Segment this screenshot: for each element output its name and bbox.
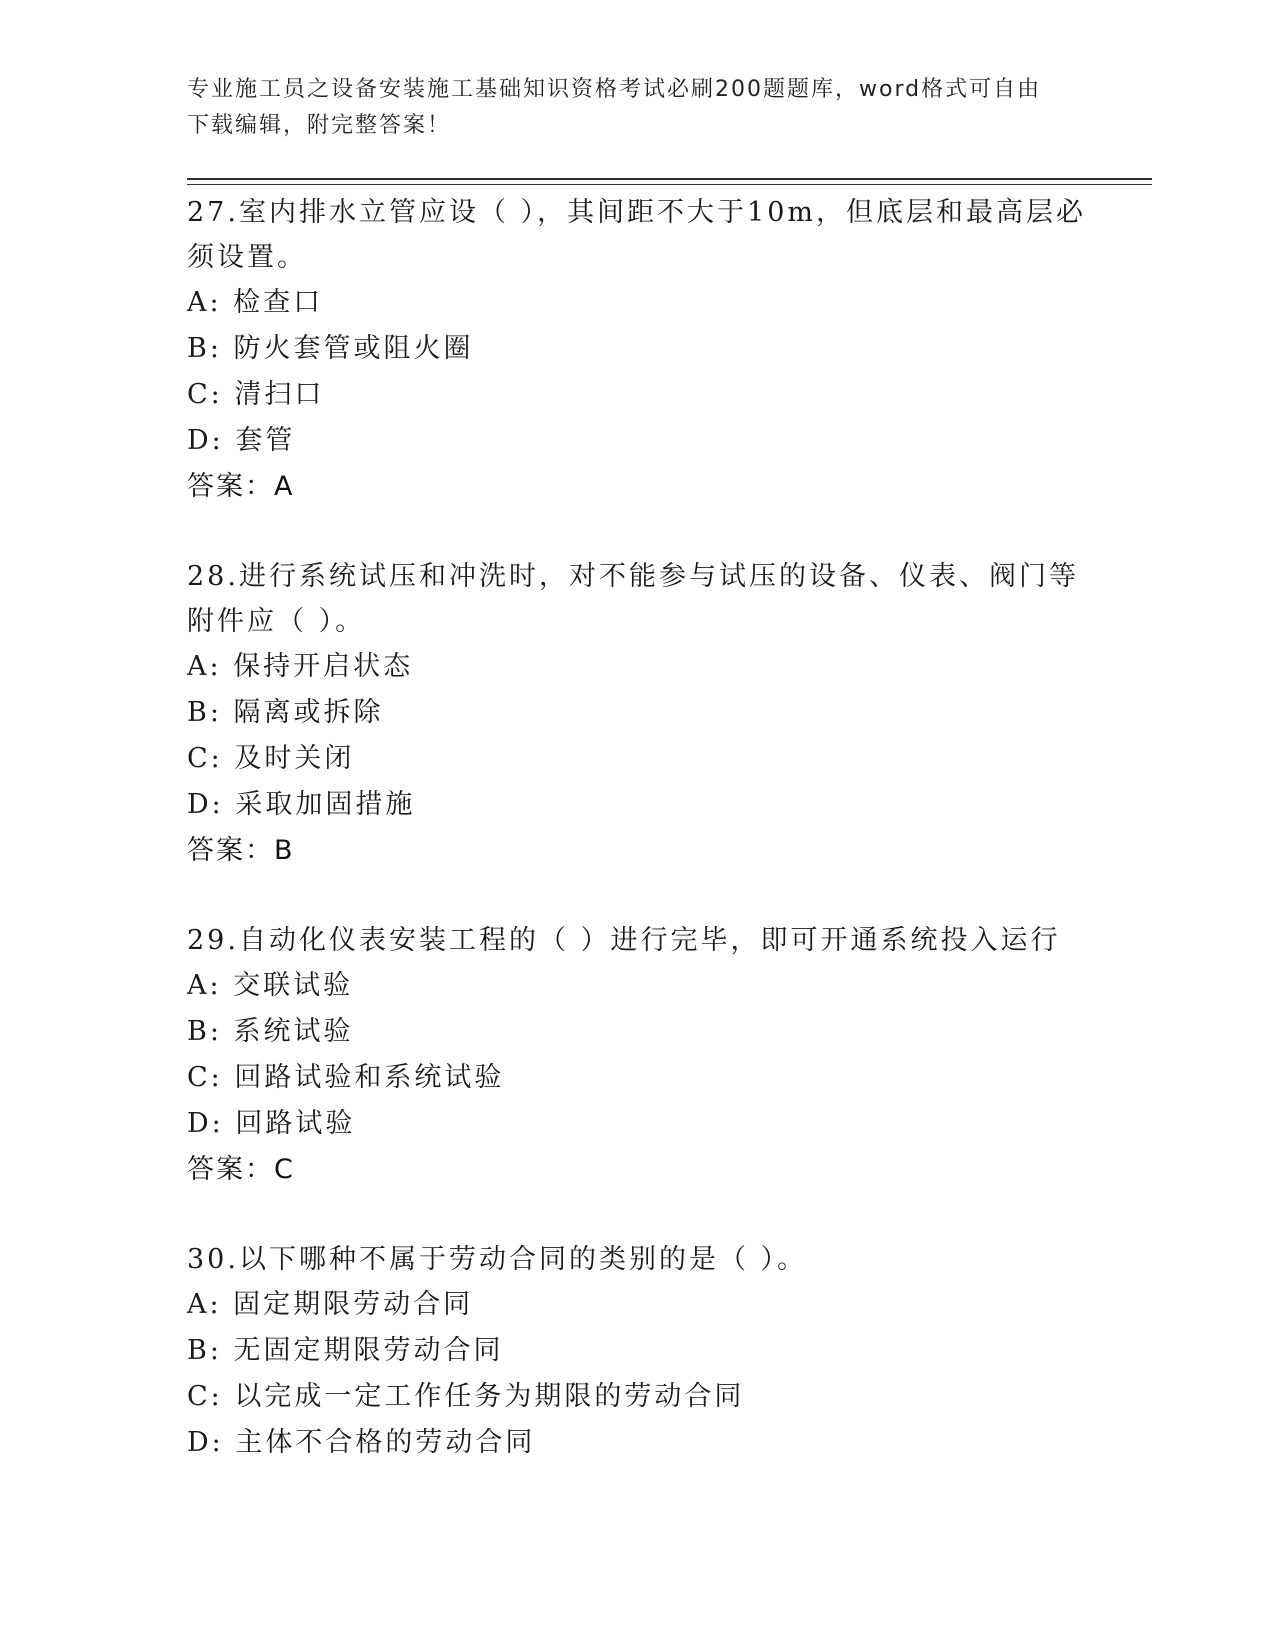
option-a: A: 检查口 bbox=[187, 287, 324, 318]
option-c: C: 回路试验和系统试验 bbox=[187, 1062, 505, 1093]
option-b: B: 系统试验 bbox=[187, 1016, 354, 1047]
answer-line: 答案：B bbox=[187, 835, 295, 866]
question-30 bbox=[187, 1237, 1087, 1466]
option-b: B: 防火套管或阻火圈 bbox=[187, 333, 474, 364]
question-stem: 30.以下哪种不属于劳动合同的类别的是（ ）。 bbox=[187, 1244, 808, 1275]
option-a: A: 保持开启状态 bbox=[187, 651, 414, 682]
header-line-2: 下载编辑，附完整答案！ bbox=[187, 113, 452, 138]
option-b: B: 无固定期限劳动合同 bbox=[187, 1335, 504, 1366]
option-a: A: 固定期限劳动合同 bbox=[187, 1289, 474, 1320]
header-divider-thin bbox=[187, 184, 1152, 185]
header-divider-thick bbox=[187, 178, 1152, 180]
option-c: C: 及时关闭 bbox=[187, 743, 355, 774]
option-b: B: 隔离或拆除 bbox=[187, 697, 384, 728]
question-27 bbox=[187, 190, 1087, 510]
option-c: C: 以完成一定工作任务为期限的劳动合同 bbox=[187, 1381, 745, 1412]
header-line-1: 专业施工员之设备安装施工基础知识资格考试必刷200题题库，word格式可自由 bbox=[187, 77, 1042, 102]
option-d: D: 采取加固措施 bbox=[187, 789, 416, 820]
question-list bbox=[187, 190, 1087, 1510]
option-d: D: 主体不合格的劳动合同 bbox=[187, 1427, 536, 1458]
question-28 bbox=[187, 554, 1087, 874]
answer-line: 答案：C bbox=[187, 1154, 295, 1185]
question-stem: 29.自动化仪表安装工程的（ ）进行完毕，即可开通系统投入运行 bbox=[187, 925, 1061, 956]
option-c: C: 清扫口 bbox=[187, 379, 325, 410]
option-d: D: 回路试验 bbox=[187, 1108, 356, 1139]
document-header bbox=[187, 72, 1067, 144]
question-stem: 27.室内排水立管应设（ ），其间距不大于10m，但底层和最高层必须设置。 bbox=[187, 197, 1086, 273]
answer-line: 答案：A bbox=[187, 471, 295, 502]
question-29 bbox=[187, 918, 1087, 1193]
question-stem: 28.进行系统试压和冲洗时，对不能参与试压的设备、仪表、阀门等附件应（ ）。 bbox=[187, 561, 1079, 637]
option-d: D: 套管 bbox=[187, 425, 296, 456]
option-a: A: 交联试验 bbox=[187, 970, 354, 1001]
